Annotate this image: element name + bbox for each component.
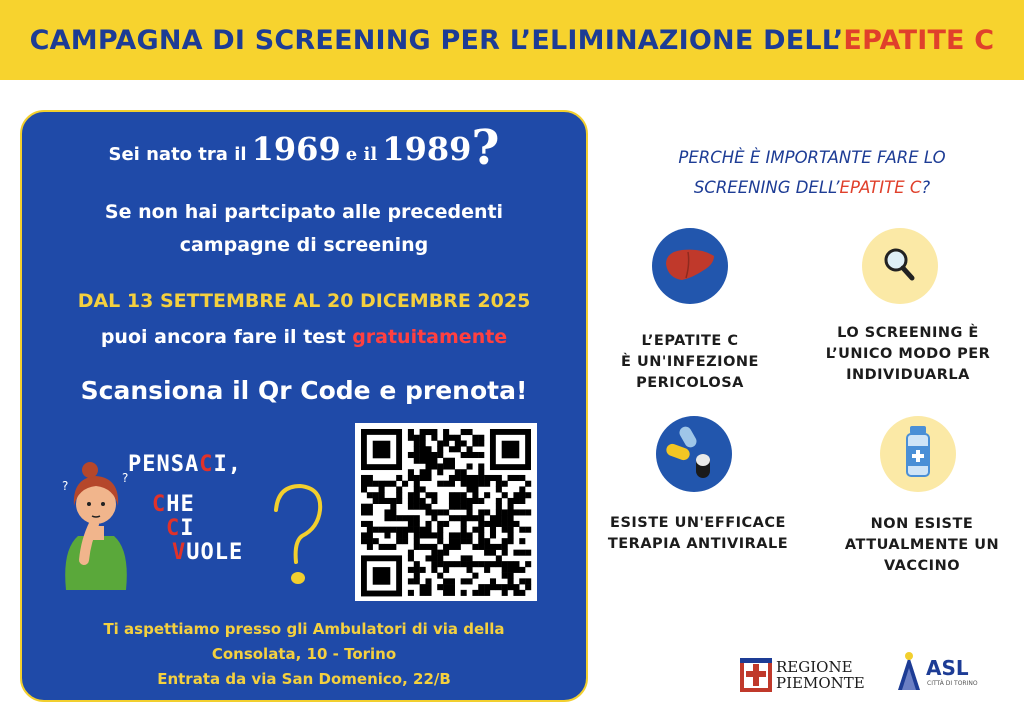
piemonte-text: PIEMONTE bbox=[776, 674, 865, 692]
why-part: SCREENING DELL’ bbox=[693, 178, 840, 197]
slogan-part: C bbox=[199, 452, 214, 477]
question-conj: e il bbox=[345, 144, 378, 165]
point-line: TERAPIA ANTIVIRALE bbox=[607, 536, 789, 552]
point-line: NON ESISTE bbox=[870, 516, 974, 532]
slogan-line bbox=[128, 452, 242, 477]
test-prefix: puoi ancora fare il test bbox=[100, 326, 346, 348]
title-main: CAMPAGNA DI SCREENING PER L’ELIMINAZIONE DELL’ bbox=[29, 24, 844, 56]
intro-text bbox=[20, 196, 588, 262]
slogan-part: I bbox=[180, 516, 195, 541]
slogan-part: C bbox=[152, 492, 167, 517]
campaign-dates: DAL 13 SETTEMBRE AL 20 DICEMBRE 2025 bbox=[77, 290, 531, 312]
slogan-part: PENSA bbox=[128, 452, 200, 477]
point-line: PERICOLOSA bbox=[636, 375, 744, 391]
point-label bbox=[798, 323, 1018, 386]
woman-figure bbox=[56, 440, 136, 600]
slogan-line bbox=[172, 540, 243, 565]
thinking-woman-illustration bbox=[56, 440, 326, 600]
address-line: Consolata, 10 - Torino bbox=[211, 645, 397, 663]
asl-emblem-icon bbox=[894, 650, 924, 692]
why-heading-line: PERCHÈ È IMPORTANTE FARE LO bbox=[678, 148, 946, 167]
vaccine-vial-icon bbox=[880, 416, 956, 492]
point-line: INDIVIDUARLA bbox=[846, 367, 970, 383]
regione-text: REGIONE bbox=[776, 658, 853, 676]
slogan-part: V bbox=[172, 540, 187, 565]
slogan-line bbox=[152, 492, 195, 517]
svg-text:?: ? bbox=[62, 479, 69, 493]
pills-icon bbox=[656, 416, 732, 492]
point-line: L’UNICO MODO PER bbox=[825, 346, 991, 362]
intro-line: Se non hai partcipato alle precedenti bbox=[104, 201, 504, 223]
point-line: VACCINO bbox=[883, 558, 961, 574]
point-label bbox=[588, 513, 808, 555]
page-title bbox=[30, 25, 995, 56]
year-end: 1989 bbox=[382, 130, 472, 168]
point-label bbox=[580, 331, 800, 394]
header-banner bbox=[0, 0, 1024, 80]
qr-code[interactable] bbox=[355, 423, 537, 601]
asl-subtitle: CITTÀ DI TORINO bbox=[927, 680, 978, 687]
why-accent: EPATITE C bbox=[839, 178, 922, 197]
title-accent: EPATITE C bbox=[843, 24, 995, 56]
point-line: ESISTE UN'EFFICACE bbox=[610, 515, 786, 531]
scan-cta: Scansiona il Qr Code e prenota! bbox=[80, 376, 528, 405]
slogan-line bbox=[166, 516, 195, 541]
asl-text: ASL bbox=[926, 656, 969, 680]
point-line: L’EPATITE C bbox=[641, 333, 739, 349]
magnifier-icon bbox=[862, 228, 938, 304]
liver-icon bbox=[652, 228, 728, 304]
slogan-part: HE bbox=[166, 492, 195, 517]
svg-text:?: ? bbox=[122, 471, 129, 485]
intro-line: campagne di screening bbox=[179, 234, 429, 256]
slogan-part: UOLE bbox=[186, 540, 244, 565]
piemonte-shield-icon bbox=[740, 658, 772, 692]
big-question-mark-icon bbox=[268, 480, 328, 590]
birth-year-question bbox=[0, 120, 608, 176]
slogan-part: C bbox=[166, 516, 181, 541]
point-label bbox=[812, 514, 1024, 577]
free-test-text bbox=[20, 326, 588, 348]
test-accent: gratuitamente bbox=[352, 326, 508, 348]
year-start: 1969 bbox=[251, 130, 341, 168]
point-line: È UN'INFEZIONE bbox=[621, 354, 759, 370]
slogan-part: I, bbox=[213, 452, 242, 477]
point-line: ATTUALMENTE UN bbox=[844, 537, 1000, 553]
question-mark: ? bbox=[471, 120, 500, 176]
address-line: Ti aspettiamo presso gli Ambulatori di via della bbox=[103, 620, 505, 638]
why-heading-line bbox=[600, 178, 1024, 197]
point-line: LO SCREENING È bbox=[837, 325, 979, 341]
question-lead: Sei nato tra il bbox=[108, 144, 247, 165]
entrance-line: Entrata da via San Domenico, 22/B bbox=[157, 670, 451, 688]
why-part: ? bbox=[921, 178, 931, 197]
